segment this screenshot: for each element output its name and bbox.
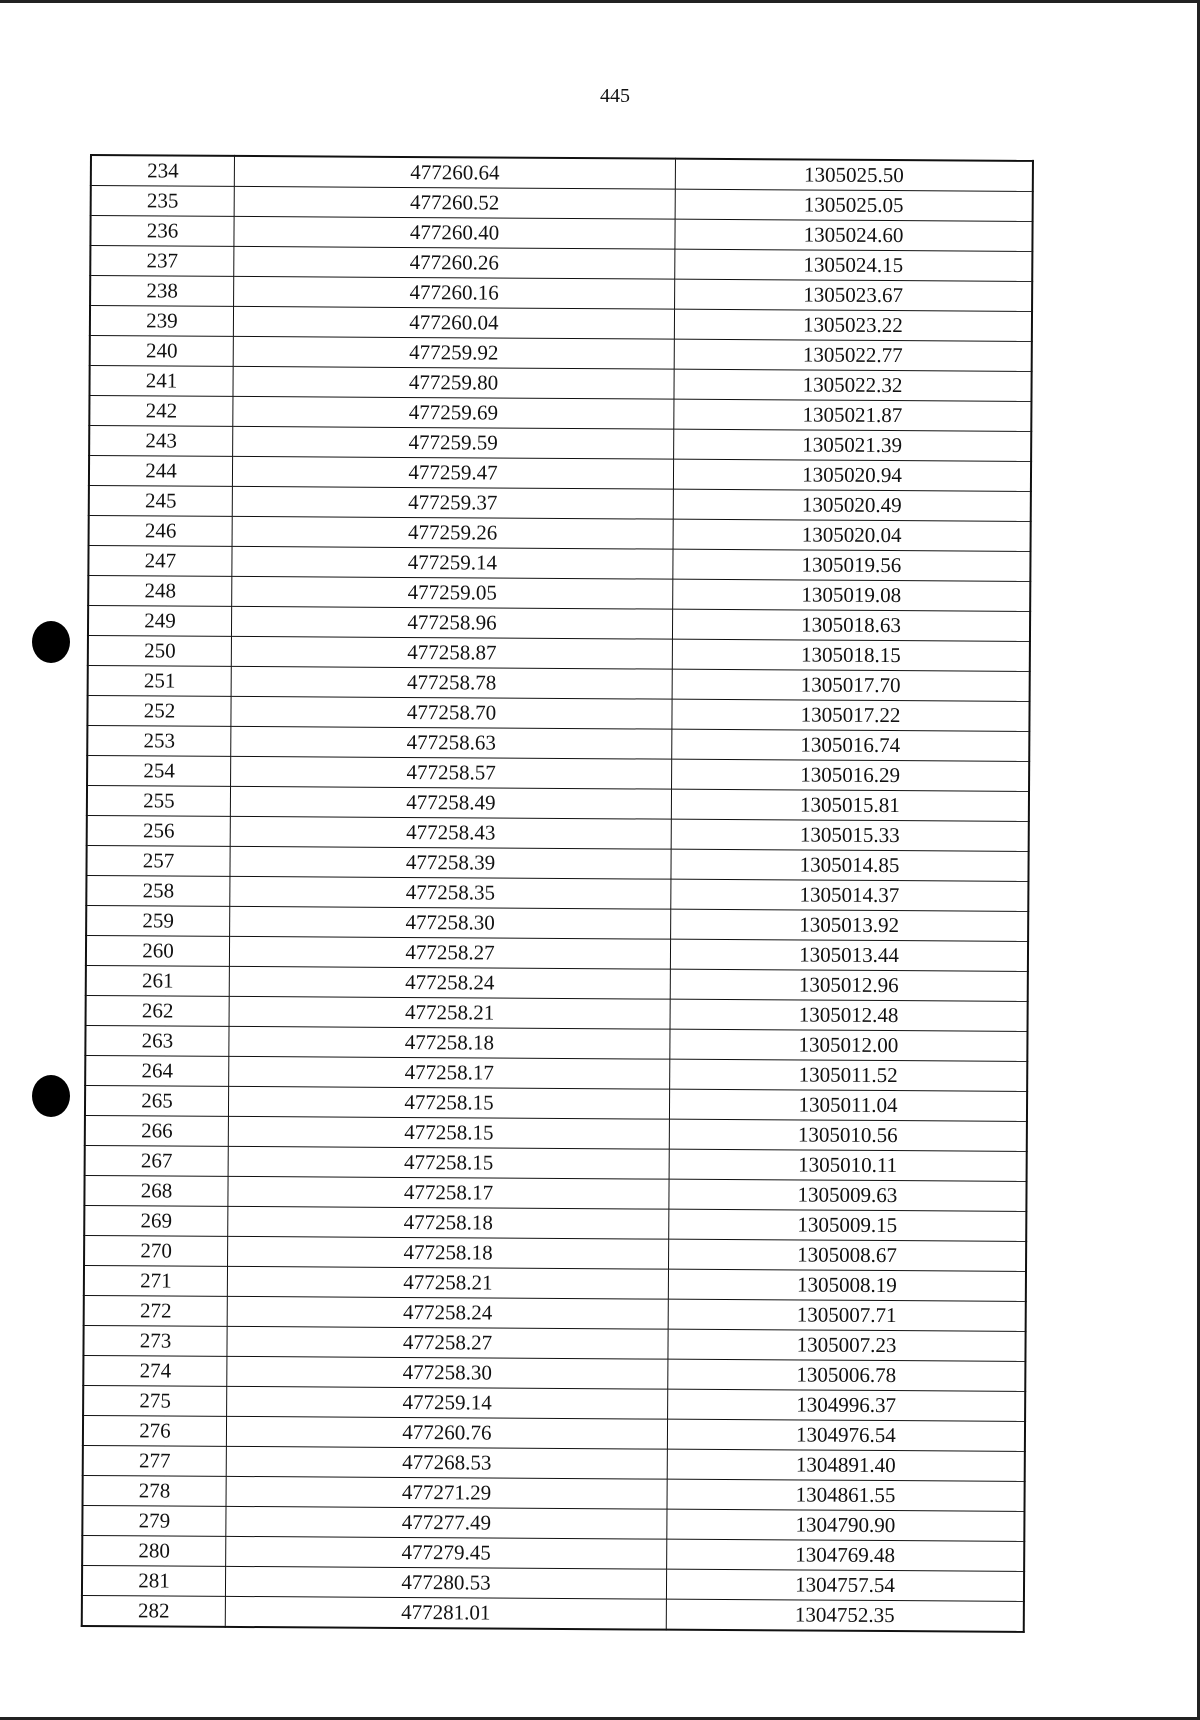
y-coordinate-cell: 1305024.60 xyxy=(675,219,1033,251)
point-number-cell: 275 xyxy=(83,1385,227,1416)
x-coordinate-cell: 477258.15 xyxy=(228,1146,669,1179)
y-coordinate-cell: 1304891.40 xyxy=(667,1449,1025,1481)
x-coordinate-cell: 477258.18 xyxy=(228,1236,669,1269)
point-number-cell: 251 xyxy=(88,665,232,696)
y-coordinate-cell: 1305021.39 xyxy=(674,429,1032,461)
y-coordinate-cell: 1304752.35 xyxy=(666,1599,1024,1632)
y-coordinate-cell: 1304861.55 xyxy=(667,1479,1025,1511)
y-coordinate-cell: 1305024.15 xyxy=(675,249,1033,281)
x-coordinate-cell: 477258.17 xyxy=(228,1176,669,1209)
x-coordinate-cell: 477258.18 xyxy=(229,1026,670,1059)
point-number-cell: 253 xyxy=(87,725,231,756)
y-coordinate-cell: 1305019.08 xyxy=(673,579,1031,611)
coordinate-table-body xyxy=(82,155,1033,1632)
x-coordinate-cell: 477258.24 xyxy=(229,966,670,999)
y-coordinate-cell: 1305013.92 xyxy=(671,909,1029,941)
x-coordinate-cell: 477258.24 xyxy=(227,1296,668,1329)
x-coordinate-cell: 477259.26 xyxy=(232,516,673,549)
x-coordinate-cell: 477258.43 xyxy=(230,816,671,849)
x-coordinate-cell: 477258.70 xyxy=(231,696,672,729)
point-number-cell: 277 xyxy=(83,1445,227,1476)
y-coordinate-cell: 1304757.54 xyxy=(666,1569,1024,1601)
x-coordinate-cell: 477260.52 xyxy=(234,186,675,219)
y-coordinate-cell: 1305015.81 xyxy=(671,789,1029,821)
x-coordinate-cell: 477258.57 xyxy=(231,756,672,789)
point-number-cell: 273 xyxy=(83,1325,227,1356)
x-coordinate-cell: 477259.59 xyxy=(233,426,674,459)
point-number-cell: 249 xyxy=(88,605,232,636)
point-number-cell: 259 xyxy=(86,905,230,936)
point-number-cell: 235 xyxy=(91,186,235,217)
x-coordinate-cell: 477281.01 xyxy=(225,1596,666,1629)
x-coordinate-cell: 477259.47 xyxy=(232,456,673,489)
table-row xyxy=(82,1595,1024,1631)
point-number-cell: 254 xyxy=(87,755,231,786)
x-coordinate-cell: 477258.87 xyxy=(231,636,672,669)
point-number-cell: 278 xyxy=(83,1475,227,1506)
x-coordinate-cell: 477258.30 xyxy=(230,906,671,939)
y-coordinate-cell: 1305025.50 xyxy=(675,159,1033,192)
x-coordinate-cell: 477258.30 xyxy=(227,1356,668,1389)
point-number-cell: 238 xyxy=(90,276,234,307)
y-coordinate-cell: 1305015.33 xyxy=(671,819,1029,851)
x-coordinate-cell: 477268.53 xyxy=(226,1446,667,1479)
point-number-cell: 281 xyxy=(82,1565,226,1596)
point-number-cell: 274 xyxy=(83,1355,227,1386)
point-number-cell: 246 xyxy=(89,515,233,546)
point-number-cell: 270 xyxy=(84,1235,228,1266)
y-coordinate-cell: 1305022.77 xyxy=(674,339,1032,371)
y-coordinate-cell: 1305022.32 xyxy=(674,369,1032,401)
x-coordinate-cell: 477259.92 xyxy=(233,336,674,369)
y-coordinate-cell: 1304790.90 xyxy=(667,1509,1025,1541)
x-coordinate-cell: 477258.49 xyxy=(230,786,671,819)
y-coordinate-cell: 1305025.05 xyxy=(675,189,1033,221)
y-coordinate-cell: 1305017.22 xyxy=(672,699,1030,731)
point-number-cell: 262 xyxy=(86,995,230,1026)
y-coordinate-cell: 1305023.67 xyxy=(675,279,1033,311)
x-coordinate-cell: 477260.76 xyxy=(226,1416,667,1449)
point-number-cell: 264 xyxy=(85,1055,229,1086)
point-number-cell: 247 xyxy=(88,545,232,576)
point-number-cell: 239 xyxy=(90,306,234,337)
point-number-cell: 268 xyxy=(84,1175,228,1206)
x-coordinate-cell: 477259.37 xyxy=(232,486,673,519)
x-coordinate-cell: 477258.21 xyxy=(229,996,670,1029)
x-coordinate-cell: 477260.64 xyxy=(234,156,675,189)
x-coordinate-cell: 477260.16 xyxy=(234,276,675,309)
x-coordinate-cell: 477259.80 xyxy=(233,366,674,399)
y-coordinate-cell: 1305009.63 xyxy=(669,1179,1027,1211)
y-coordinate-cell: 1305017.70 xyxy=(672,669,1030,701)
x-coordinate-cell: 477260.26 xyxy=(234,246,675,279)
point-number-cell: 265 xyxy=(85,1085,229,1116)
y-coordinate-cell: 1305019.56 xyxy=(673,549,1031,581)
point-number-cell: 271 xyxy=(84,1265,228,1296)
x-coordinate-cell: 477258.78 xyxy=(231,666,672,699)
point-number-cell: 260 xyxy=(86,935,230,966)
x-coordinate-cell: 477259.14 xyxy=(227,1386,668,1419)
x-coordinate-cell: 477258.17 xyxy=(229,1056,670,1089)
x-coordinate-cell: 477277.49 xyxy=(226,1506,667,1539)
x-coordinate-cell: 477259.05 xyxy=(232,576,673,609)
x-coordinate-cell: 477279.45 xyxy=(226,1536,667,1569)
punch-hole-icon xyxy=(32,621,70,663)
y-coordinate-cell: 1305021.87 xyxy=(674,399,1032,431)
y-coordinate-cell: 1305020.04 xyxy=(673,519,1031,551)
y-coordinate-cell: 1305010.56 xyxy=(669,1119,1027,1151)
x-coordinate-cell: 477258.96 xyxy=(231,606,672,639)
point-number-cell: 258 xyxy=(86,875,230,906)
y-coordinate-cell: 1305009.15 xyxy=(669,1209,1027,1241)
y-coordinate-cell: 1305010.11 xyxy=(669,1149,1027,1181)
point-number-cell: 248 xyxy=(88,575,232,606)
x-coordinate-cell: 477258.18 xyxy=(228,1206,669,1239)
x-coordinate-cell: 477271.29 xyxy=(226,1476,667,1509)
point-number-cell: 256 xyxy=(87,815,231,846)
point-number-cell: 261 xyxy=(86,965,230,996)
x-coordinate-cell: 477260.40 xyxy=(234,216,675,249)
y-coordinate-cell: 1305016.29 xyxy=(672,759,1030,791)
y-coordinate-cell: 1305013.44 xyxy=(670,939,1028,971)
y-coordinate-cell: 1304769.48 xyxy=(667,1539,1025,1571)
y-coordinate-cell: 1304996.37 xyxy=(668,1389,1026,1421)
x-coordinate-cell: 477258.27 xyxy=(229,936,670,969)
point-number-cell: 282 xyxy=(82,1595,226,1626)
x-coordinate-cell: 477260.04 xyxy=(233,306,674,339)
point-number-cell: 242 xyxy=(89,396,233,427)
coordinate-table xyxy=(81,154,1034,1633)
point-number-cell: 240 xyxy=(90,336,234,367)
x-coordinate-cell: 477258.39 xyxy=(230,846,671,879)
point-number-cell: 272 xyxy=(84,1295,228,1326)
y-coordinate-cell: 1305018.15 xyxy=(672,639,1030,671)
y-coordinate-cell: 1305018.63 xyxy=(672,609,1030,641)
point-number-cell: 244 xyxy=(89,456,233,487)
x-coordinate-cell: 477258.21 xyxy=(227,1266,668,1299)
y-coordinate-cell: 1305014.85 xyxy=(671,849,1029,881)
y-coordinate-cell: 1304976.54 xyxy=(667,1419,1025,1451)
y-coordinate-cell: 1305008.67 xyxy=(669,1239,1027,1271)
punch-hole-icon xyxy=(32,1075,70,1117)
x-coordinate-cell: 477259.14 xyxy=(232,546,673,579)
point-number-cell: 237 xyxy=(90,246,234,277)
y-coordinate-cell: 1305023.22 xyxy=(674,309,1032,341)
point-number-cell: 241 xyxy=(89,366,233,397)
y-coordinate-cell: 1305011.52 xyxy=(670,1059,1028,1091)
y-coordinate-cell: 1305007.23 xyxy=(668,1329,1026,1361)
point-number-cell: 266 xyxy=(85,1115,229,1146)
y-coordinate-cell: 1305012.48 xyxy=(670,999,1028,1031)
y-coordinate-cell: 1305006.78 xyxy=(668,1359,1026,1391)
point-number-cell: 252 xyxy=(87,695,231,726)
point-number-cell: 257 xyxy=(86,845,230,876)
page-number: 445 xyxy=(600,85,630,107)
x-coordinate-cell: 477258.27 xyxy=(227,1326,668,1359)
point-number-cell: 276 xyxy=(83,1415,227,1446)
point-number-cell: 245 xyxy=(89,485,233,516)
y-coordinate-cell: 1305012.96 xyxy=(670,969,1028,1001)
x-coordinate-cell: 477258.15 xyxy=(228,1086,669,1119)
x-coordinate-cell: 477280.53 xyxy=(225,1566,666,1599)
point-number-cell: 269 xyxy=(84,1205,228,1236)
y-coordinate-cell: 1305012.00 xyxy=(670,1029,1028,1061)
x-coordinate-cell: 477259.69 xyxy=(233,396,674,429)
point-number-cell: 263 xyxy=(85,1025,229,1056)
y-coordinate-cell: 1305007.71 xyxy=(668,1299,1026,1331)
y-coordinate-cell: 1305014.37 xyxy=(671,879,1029,911)
y-coordinate-cell: 1305008.19 xyxy=(668,1269,1026,1301)
point-number-cell: 250 xyxy=(88,635,232,666)
point-number-cell: 279 xyxy=(82,1505,226,1536)
point-number-cell: 267 xyxy=(85,1145,229,1176)
x-coordinate-cell: 477258.63 xyxy=(231,726,672,759)
point-number-cell: 280 xyxy=(82,1535,226,1566)
x-coordinate-cell: 477258.15 xyxy=(228,1116,669,1149)
point-number-cell: 255 xyxy=(87,785,231,816)
y-coordinate-cell: 1305020.49 xyxy=(673,489,1031,521)
y-coordinate-cell: 1305020.94 xyxy=(673,459,1031,491)
point-number-cell: 234 xyxy=(91,155,235,186)
point-number-cell: 236 xyxy=(90,216,234,247)
x-coordinate-cell: 477258.35 xyxy=(230,876,671,909)
y-coordinate-cell: 1305016.74 xyxy=(672,729,1030,761)
point-number-cell: 243 xyxy=(89,426,233,457)
y-coordinate-cell: 1305011.04 xyxy=(669,1089,1027,1121)
